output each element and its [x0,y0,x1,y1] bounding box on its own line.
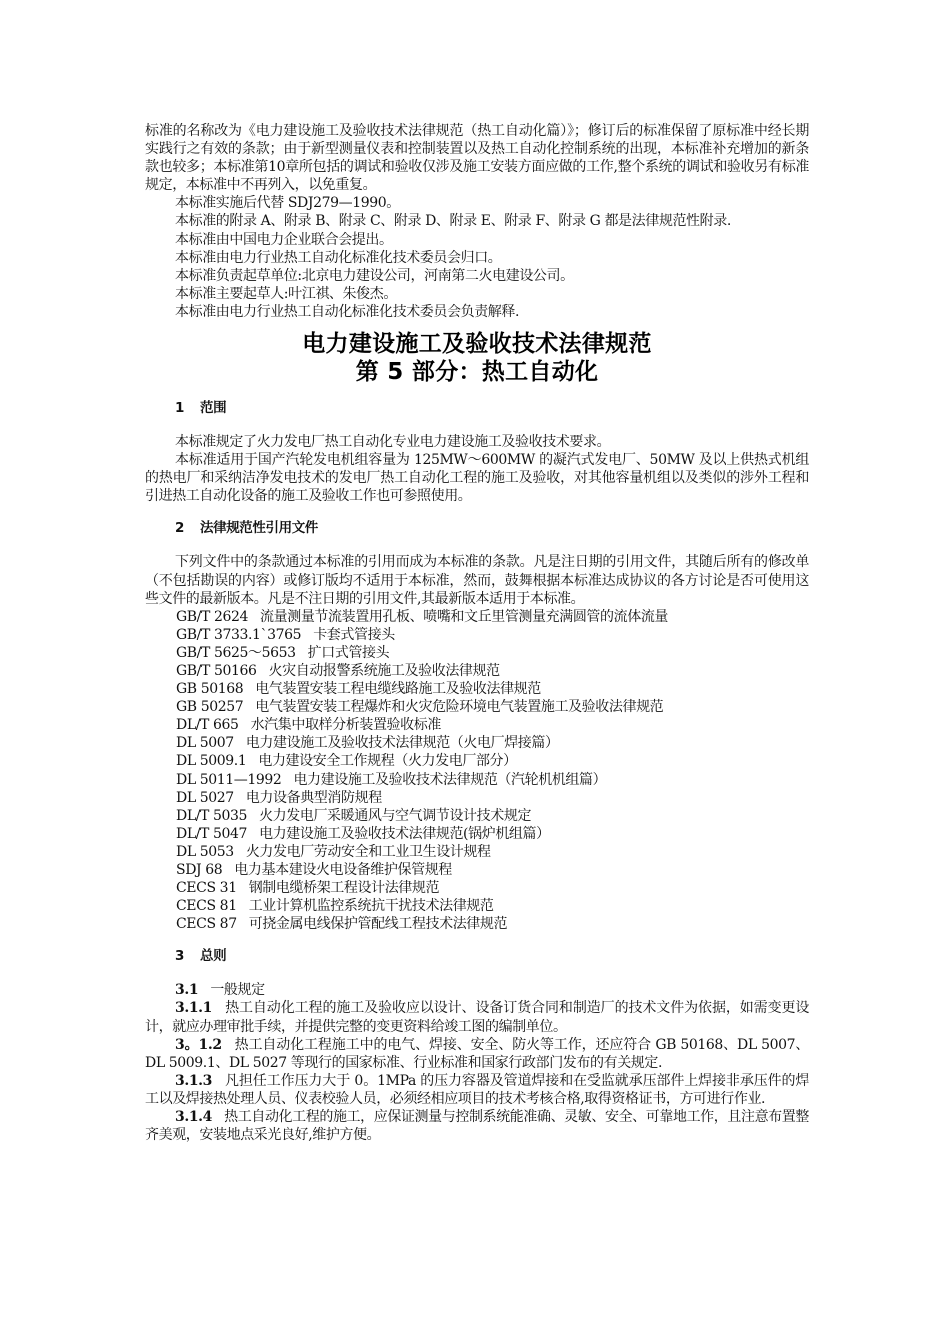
reference-title: 电力建设施工及验收技术法律规范（火电厂焊接篇） [245,735,559,752]
reference-code: CECS 81 [176,898,237,915]
reference-item [145,843,809,861]
section-number: 2 [175,520,184,537]
reference-code: CECS 31 [176,880,237,897]
reference-code: DL 5009.1 [176,753,247,770]
clause-number: 3。1.2 [175,1036,222,1053]
reference-code: DL/T 5047 [176,825,248,842]
reference-code: DL/T 665 [176,717,239,734]
reference-title: 电力建设施工及验收技术法律规范(锅炉机组篇） [259,825,550,842]
reference-item [145,698,809,716]
reference-code: GB 50168 [176,681,244,698]
reference-code: GB 50257 [176,699,244,716]
reference-title: 卡套式管接头 [313,626,395,643]
clause-number: 3.1.4 [175,1109,212,1126]
reference-title: 火力发电厂采暖通风与空气调节设计技术规定 [259,807,532,824]
reference-title: 钢制电缆桥架工程设计法律规范 [248,880,440,897]
section-title: 法律规范性引用文件 [200,520,318,537]
section-number: 1 [175,400,184,417]
intro-line: 本标准的附录 A、附录 B、附录 C、附录 D、附录 E、附录 F、附录 G 都是法律规范性附录. [175,213,731,230]
paragraph: 本标准规定了火力发电厂热工自动化专业电力建设施工及验收技术要求。 [175,434,611,451]
reference-item [145,825,809,843]
section-heading [145,519,809,537]
clause-number: 3.1.1 [175,1000,212,1017]
reference-item [145,680,809,698]
reference-title: 电力设备典型消防规程 [245,789,382,806]
reference-item [145,662,809,680]
reference-title: 火灾自动报警系统施工及验收法律规范 [268,662,500,679]
clause [145,999,809,1035]
clause-text: 凡担任工作压力大于 0。1MPa 的压力容器及管道焊接和在受监就承压部件上焊接非承压件的焊工以及焊接热处理人员、仪表校验人员，必须经相应项目的技术考核合格,取得资格证书，方可进行作业. [145,1072,810,1107]
reference-item [145,752,809,770]
clause [145,1072,809,1108]
section-heading [145,399,809,417]
reference-code: DL 5027 [176,789,234,806]
reference-title: 火力发电厂劳动安全和工业卫生设计规程 [245,843,491,860]
reference-item [145,644,809,662]
reference-item [145,897,809,915]
clause-text: 热工自动化工程施工中的电气、焊接、安全、防火等工作，还应符合 GB 50168、DL 5007、DL 5009.1、DL 5027 等现行的国家标准、行业标准和国家行政部门发布的有关规定. [145,1036,809,1071]
reference-title: 扩口式管接头 [307,644,390,661]
section-heading [145,947,809,965]
reference-code: SDJ 68 [176,862,223,878]
section-title: 总则 [200,948,227,965]
reference-item [145,789,809,807]
document-page [145,122,809,1144]
reference-list [145,608,809,934]
reference-item [145,807,809,825]
document-subtitle: 第 5 部分：热工自动化 [355,359,599,386]
reference-title: 工业计算机监控系统抗干扰技术法律规范 [248,898,494,915]
intro-line: 本标准由电力行业热工自动化标准化技术委员会归口。 [175,249,502,266]
reference-title: 电力建设施工及验收技术法律规范（汽轮机机组篇） [293,771,607,788]
reference-item [145,734,809,752]
reference-code: DL 5053 [176,843,234,860]
clause-number: 3.1.3 [175,1072,212,1089]
reference-code: GB/T 50166 [176,662,257,679]
section-title: 范围 [200,400,227,417]
intro-paragraph: 标准的名称改为《电力建设施工及验收技术法律规范（热工自动化篇）》；修订后的标准保留了原标准中经长期实践行之有效的条款；由于新型测量仪表和控制装置以及热工自动化控制系统的出现，本标准补充增加的新条款也较多；本标准第10章所包括的调试和验收仅涉及施工安装方面应做的工作,整个系统的调试和验收另有标准规定，本标准中不再列入，以免重复。 [145,123,809,194]
reference-item [145,879,809,897]
reference-title: 流量测量节流装置用孔板、喷嘴和文丘里管测量充满圆管的流体流量 [260,608,669,625]
subsection-number: 3.1 [175,982,199,999]
intro-line: 本标准主要起草人:叶江祺、朱俊杰。 [175,285,397,302]
reference-code: DL 5011—1992 [176,771,282,788]
clause-text: 热工自动化工程的施工，应保证测量与控制系统能准确、灵敏、安全、可靠地工作，且注意布置整齐美观，安装地点采光良好,维护方便。 [145,1109,809,1144]
section-number: 3 [175,948,184,965]
reference-title: 可挠金属电线保护管配线工程技术法律规范 [248,916,508,933]
reference-item [145,716,809,734]
clause-text: 热工自动化工程的施工及验收应以设计、设备订货合同和制造厂的技术文件为依据，如需变更设计，就应办理审批手续，并提供完整的变更资料给竣工图的编制单位。 [145,1000,810,1035]
intro-line: 本标准负责起草单位:北京电力建设公司，河南第二火电建设公司。 [175,267,574,284]
paragraph: 下列文件中的条款通过本标准的引用而成为本标准的条款。凡是注日期的引用文件，其随后所有的修改单（不包括勘误的内容）或修订版均不适用于本标准，然而，鼓舞根据本标准达成协议的各方讨论是否可使用这些文件的最新版本。凡是不注日期的引用文件,其最新版本适用于本标准。 [145,554,809,607]
reference-item [145,771,809,789]
reference-title: 电力建设安全工作规程（火力发电厂部分） [258,753,517,770]
clause [145,1036,809,1072]
reference-title: 电力基本建设火电设备维护保管规程 [234,862,452,878]
document-title: 电力建设施工及验收技术法律规范 [302,331,652,358]
reference-code: GB/T 5625～5653 [176,644,296,661]
reference-code: CECS 87 [176,916,237,933]
reference-item [145,861,809,879]
intro-line: 本标准实施后代替 SDJ279—1990。 [175,195,400,212]
intro-line: 本标准由中国电力企业联合会提出。 [175,231,393,248]
reference-code: DL 5007 [176,735,234,752]
reference-title: 电气装置安装工程电缆线路施工及验收法律规范 [255,681,541,698]
reference-code: GB/T 2624 [176,608,249,625]
reference-item [145,915,809,933]
clause [145,1108,809,1144]
reference-title: 水汽集中取样分析装置验收标准 [250,717,441,734]
reference-code: GB/T 3733.1`3765 [176,626,302,643]
reference-item [145,608,809,626]
subsection-heading [145,981,809,999]
intro-line: 本标准由电力行业热工自动化标准化技术委员会负责解释. [175,303,520,320]
paragraph: 本标准适用于国产汽轮发电机组容量为 125MW～600MW 的凝汽式发电厂、50MW 及以上供热式机组的热电厂和采纳洁净发电技术的发电厂热工自动化工程的施工及验收，对其他容量机组以及类似的涉外工程和引进热工自动化设备的施工及验收工作也可参照使用。 [145,452,809,505]
reference-item [145,626,809,644]
reference-code: DL/T 5035 [176,807,248,824]
reference-title: 电气装置安装工程爆炸和火灾危险环境电气装置施工及验收法律规范 [255,699,664,716]
subsection-title: 一般规定 [210,982,265,999]
